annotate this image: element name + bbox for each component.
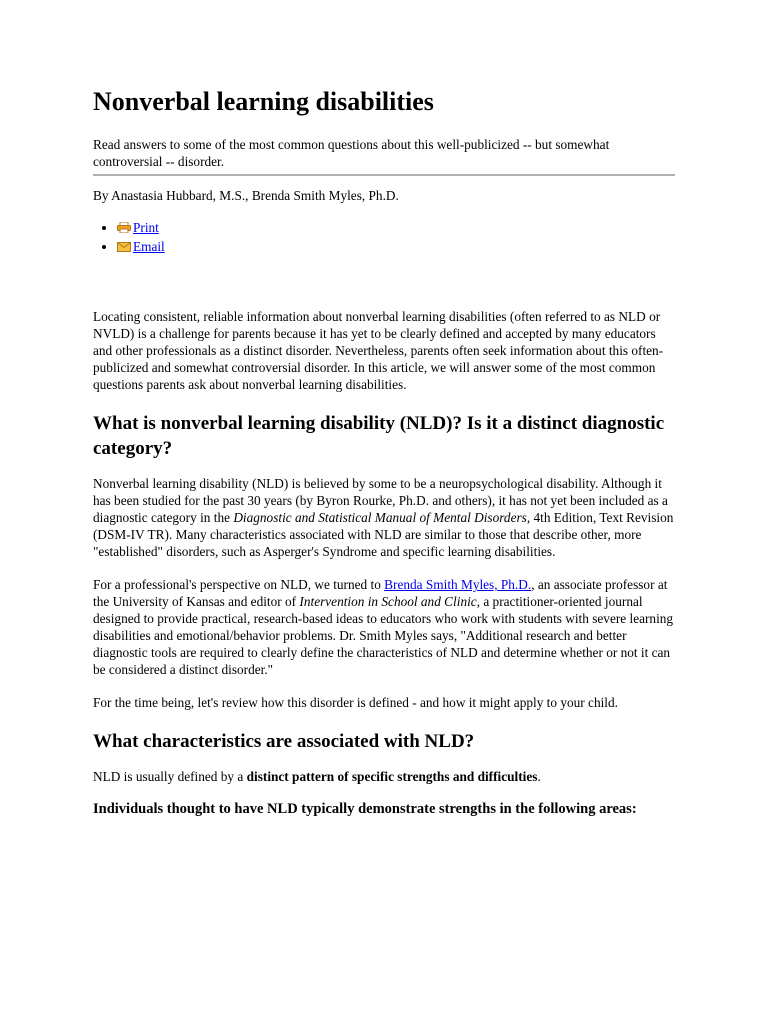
printer-icon bbox=[117, 222, 131, 233]
email-link[interactable] bbox=[117, 239, 165, 254]
section-heading-what-is-nld: What is nonverbal learning disability (NLD)? Is it a distinct diagnostic category? bbox=[93, 413, 665, 460]
paragraph-review: For the time being, let's review how this disorder is defined - and how it might apply to your child. bbox=[93, 695, 618, 711]
strengths-subheading: Individuals thought to have NLD typically demonstrate strengths in the following areas: bbox=[93, 801, 637, 818]
print-action bbox=[117, 218, 675, 237]
dsm-title: Diagnostic and Statistical Manual of Mental Disorders bbox=[233, 510, 527, 526]
author-link[interactable]: Brenda Smith Myles, Ph.D. bbox=[384, 577, 532, 593]
print-label: Print bbox=[133, 220, 159, 236]
section-heading-characteristics: What characteristics are associated with NLD? bbox=[93, 731, 475, 753]
article-intro: Read answers to some of the most common questions about this well-publicized -- but somewhat controversial -- disorder. bbox=[93, 136, 675, 176]
envelope-icon bbox=[117, 241, 131, 252]
email-label: Email bbox=[133, 239, 165, 255]
paragraph-professional: For a professional's perspective on NLD, we turned to Brenda Smith Myles, Ph.D., an associate professor at the University of Kansas and editor of Intervention in School and Clinic, a practitioner-oriented journal designed to provide practical, research-based ideas to educators who work with students with severe learning disabilities and emotional/behavior problems. Dr. Smith Myles says, "Additional research and better diagnostic tools are required to clearly define the characteristics of NLD and determine whether or not it can be considered a distinct disorder." bbox=[93, 577, 674, 678]
print-link[interactable] bbox=[117, 220, 159, 235]
byline: By Anastasia Hubbard, M.S., Brenda Smith Myles, Ph.D. bbox=[93, 188, 399, 204]
pattern-emphasis: distinct pattern of specific strengths and difficulties bbox=[246, 769, 538, 785]
article bbox=[93, 86, 675, 819]
page-title: Nonverbal learning disabilities bbox=[93, 87, 434, 116]
journal-title: Intervention in School and Clinic bbox=[299, 594, 477, 610]
paragraph-definition: Nonverbal learning disability (NLD) is believed by some to be a neuropsychological disability. Although it has been studied for the past 30 years (by Byron Rourke, Ph.D. and others), it has not yet been included as a diagnostic category in the Diagnostic and Statistical Manual of Mental Disorders, 4th Edition, Text Revision (DSM-IV TR). Many characteristics associated with NLD are similar to those that describe other, more "established" disorders, such as Asperger's Syndrome and specific learning disabilities. bbox=[93, 476, 674, 560]
paragraph-pattern: NLD is usually defined by a distinct pattern of specific strengths and difficulties. bbox=[93, 769, 541, 785]
article-actions bbox=[93, 218, 675, 256]
email-action bbox=[117, 237, 675, 256]
paragraph-intro: Locating consistent, reliable information about nonverbal learning disabilities (often referred to as NLD or NVLD) is a challenge for parents because it has yet to be clearly defined and accepted by many educators and other professionals as a distinct disorder. Nevertheless, parents often seek information about this often-publicized and somewhat controversial disorder. In this article, we will answer some of the most common questions parents ask about nonverbal learning disabilities. bbox=[93, 309, 664, 393]
